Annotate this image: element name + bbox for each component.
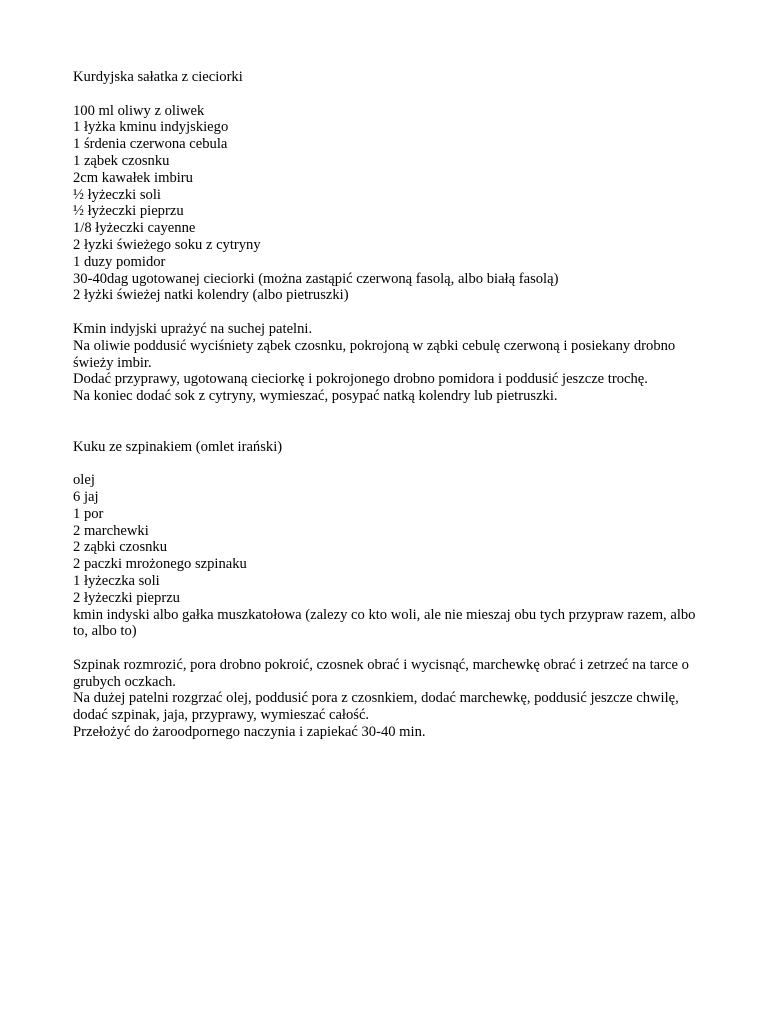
recipe-kurdish-salad: [73, 69, 703, 405]
ingredient-item: ½ łyżeczki soli: [73, 186, 161, 203]
instruction-step: Kmin indyjski uprażyć na suchej patelni.: [73, 320, 313, 337]
ingredient-item: 2 łyżki świeżej natki kolendry (albo pietruszki): [73, 287, 349, 304]
ingredient-item: 100 ml oliwy z oliwek: [73, 102, 205, 119]
ingredient-item: 2cm kawałek imbiru: [73, 169, 193, 186]
ingredient-item: 1 por: [73, 505, 104, 522]
instruction-step: Na oliwie poddusić wyciśniety ząbek czosnku, pokrojoną w ząbki cebulę czerwoną i posiekany drobno świeży imbir.: [73, 337, 676, 371]
ingredient-item: 2 paczki mrożonego szpinaku: [73, 556, 247, 573]
blank-line: [73, 405, 703, 439]
ingredient-item: 30-40dag ugotowanej cieciorki (można zastąpić czerwoną fasolą, albo białą fasolą): [73, 270, 559, 287]
instruction-step: Przełożyć do żaroodpornego naczynia i zapiekać 30-40 min.: [73, 724, 426, 741]
ingredient-item: 1 łyżka kminu indyjskiego: [73, 119, 229, 136]
document-page: [73, 69, 703, 741]
ingredient-item: 6 jaj: [73, 488, 99, 505]
ingredient-list: [73, 472, 703, 640]
recipe-kuku-spinach: [73, 439, 703, 741]
instruction-step: Na koniec dodać sok z cytryny, wymieszać, posypać natką kolendry lub pietruszki.: [73, 388, 558, 405]
ingredient-item: 1 ząbek czosnku: [73, 152, 170, 169]
ingredient-item: 1 łyżeczka soli: [73, 572, 160, 589]
ingredient-item: olej: [73, 472, 95, 489]
blank-line: [73, 86, 703, 103]
ingredient-item: 2 łyzki świeżego soku z cytryny: [73, 236, 261, 253]
ingredient-item: kmin indyski albo gałka muszkatołowa (zalezy co kto woli, ale nie mieszaj obu tych przypraw razem, albo to, albo to): [73, 606, 696, 640]
instruction-step: Dodać przyprawy, ugotowaną cieciorkę i pokrojonego drobno pomidora i poddusić jeszcze trochę.: [73, 371, 648, 388]
blank-line: [73, 640, 703, 657]
recipe-title: Kurdyjska sałatka z cieciorki: [73, 69, 243, 85]
ingredient-item: 1 duzy pomidor: [73, 253, 166, 270]
instruction-step: Na dużej patelni rozgrzać olej, poddusić pora z czosnkiem, dodać marchewkę, poddusić jeszcze chwilę, dodać szpinak, jaja, przyprawy, wymieszać całość.: [73, 690, 679, 724]
ingredient-item: 2 łyżeczki pieprzu: [73, 589, 180, 606]
ingredient-item: 2 ząbki czosnku: [73, 539, 168, 556]
ingredient-item: 1 śrdenia czerwona cebula: [73, 136, 228, 153]
recipe-title: Kuku ze szpinakiem (omlet irański): [73, 438, 283, 455]
ingredient-list: [73, 103, 703, 305]
ingredient-item: 1/8 łyżeczki cayenne: [73, 220, 196, 237]
blank-line: [73, 304, 703, 321]
ingredient-item: 2 marchewki: [73, 522, 149, 539]
instructions: [73, 657, 703, 741]
blank-line: [73, 455, 703, 472]
instructions: [73, 321, 703, 405]
ingredient-item: ½ łyżeczki pieprzu: [73, 203, 184, 220]
instruction-step: Szpinak rozmrozić, pora drobno pokroić, czosnek obrać i wycisnąć, marchewkę obrać i zetrzeć na tarce o grubych oczkach.: [73, 656, 689, 690]
